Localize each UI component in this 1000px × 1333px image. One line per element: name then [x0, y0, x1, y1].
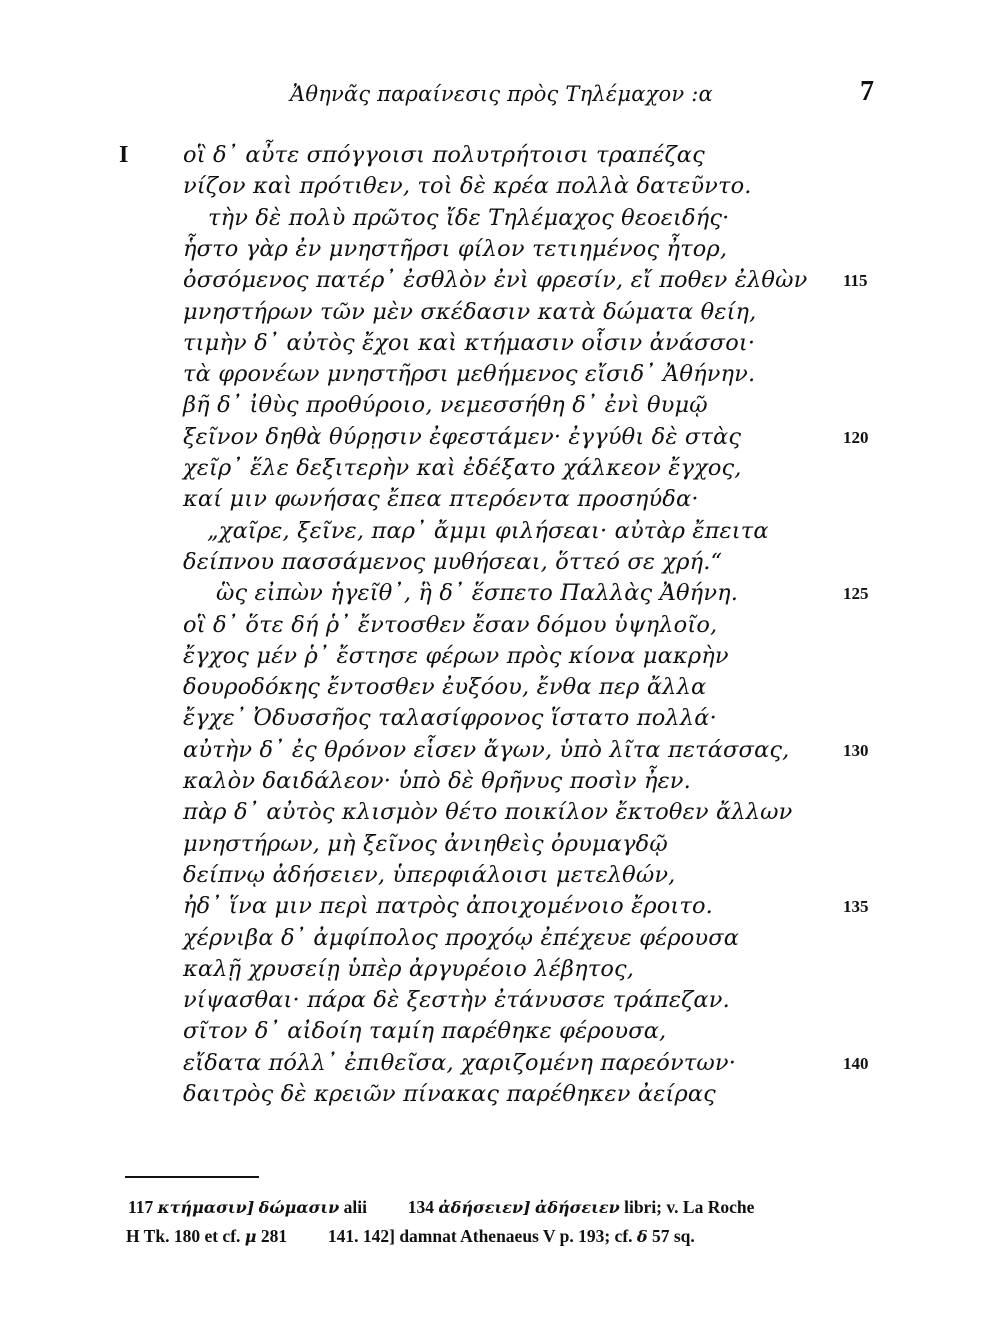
verse-line: καλὸν δαιδάλεον· ὑπὸ δὲ θρῆνυς ποσὶν ἦεν. — [183, 768, 691, 794]
footnote-variant: δώμασιν — [258, 1198, 340, 1217]
line-number: 120 — [843, 427, 869, 447]
verse-line: „χαῖρε, ξεῖνε, παρ᾽ ἄμμι φιλήσεαι· αὐτὰρ ἔπειτα — [207, 517, 769, 544]
verse-line: εἴδατα πόλλ᾽ ἐπιθεῖσα, χαριζομένη παρεόντων· — [183, 1049, 737, 1076]
footnote-text: alii — [343, 1197, 367, 1217]
verse-line: σῖτον δ᾽ αἰδοίη ταμίη παρέθηκε φέρουσα, — [183, 1018, 667, 1045]
verse-line: χεῖρ᾽ ἕλε δεξιτερὴν καὶ ἐδέξατο χάλκεον ἔγχος, — [183, 455, 742, 481]
line-number: 115 — [843, 271, 868, 291]
footnote-line — [126, 1226, 695, 1247]
verse-line: καλῇ χρυσείῃ ὑπὲρ ἀργυρέοιο λέβητος, — [183, 955, 635, 982]
verse-line: νίψασθαι· πάρα δὲ ξεστὴν ἐτάνυσσε τράπεζαν. — [183, 987, 730, 1014]
verse-line: μνηστήρων, μὴ ξεῖνος ἀνιηθεὶς ὀρυμαγδῷ — [183, 830, 668, 857]
line-number: 140 — [843, 1053, 869, 1073]
verse-line: νίζον καὶ πρότιθεν, τοὶ δὲ κρέα πολλὰ δατεῦντο. — [183, 173, 752, 200]
verse-line: ὀσσόμενος πατέρ᾽ ἐσθλὸν ἐνὶ φρεσίν, εἴ ποθεν ἐλθὼν — [183, 267, 808, 294]
book-number: I — [119, 142, 129, 168]
verse-line: ξεῖνον δηθὰ θύρῃσιν ἐφεστάμεν· ἐγγύθι δὲ στὰς — [183, 423, 742, 450]
verse-line: αὐτὴν δ᾽ ἐς θρόνον εἷσεν ἄγων, ὑπὸ λῖτα πετάσσας, — [183, 736, 790, 763]
verse-line: τὰ φρονέων μνηστῆρσι μεθήμενος εἴσιδ᾽ Ἀθήνην. — [183, 361, 756, 388]
page-header — [0, 74, 1000, 114]
verse-line: ἠδ᾽ ἵνα μιν περὶ πατρὸς ἀποιχομένοιο ἔροιτο. — [183, 893, 713, 920]
verse-line: δαιτρὸς δὲ κρειῶν πίνακας παρέθηκεν ἀείρας — [183, 1081, 716, 1107]
verse-line: δουροδόκης ἔντοσθεν ἐυξόου, ἔνθα περ ἄλλα — [183, 674, 707, 701]
verse-line: δείπνου πασσάμενος μυθήσεαι, ὅττεό σε χρή.“ — [183, 548, 723, 575]
line-number: 130 — [843, 740, 869, 760]
verse-line: μνηστήρων τῶν μὲν σκέδασιν κατὰ δώματα θείη, — [183, 298, 757, 325]
footnote-greek: μ — [244, 1227, 257, 1246]
verse-line: τιμὴν δ᾽ αὐτὸς ἔχοι καὶ κτήμασιν οἷσιν ἀνάσσοι· — [183, 329, 756, 356]
verse-line: ἧστο γὰρ ἐν μνηστῆρσι φίλον τετιημένος ἦτορ, — [183, 235, 728, 262]
verse-line: πὰρ δ᾽ αὐτὸς κλισμὸν θέτο ποικίλον ἔκτοθεν ἄλλων — [183, 799, 793, 826]
line-number: 125 — [843, 584, 869, 604]
verse-line: ἔγχος μέν ῥ᾽ ἔστησε φέρων πρὸς κίονα μακρὴν — [183, 642, 729, 669]
footnote-greek: δ — [636, 1227, 648, 1246]
footnote-variant: ἀδήσειεν — [535, 1198, 620, 1217]
verse-line: δείπνῳ ἀδήσειεν, ὑπερφιάλοισι μετελθών, — [183, 861, 676, 888]
footnote-text: 281 — [260, 1226, 288, 1246]
line-number: 135 — [843, 897, 869, 917]
footnote-ref: 117 — [128, 1197, 154, 1217]
page-number: 7 — [860, 76, 874, 107]
footnote-lemma: ἀδήσειεν] — [438, 1198, 531, 1217]
verse-line: οἳ δ᾽ ὅτε δή ῥ᾽ ἔντοσθεν ἔσαν δόμου ὑψηλοῖο, — [183, 611, 718, 638]
footnote-text: 141. 142] damnat Athenaeus V p. 193; cf. — [327, 1226, 633, 1246]
verse-line: καί μιν φωνήσας ἔπεα πτερόεντα προσηύδα· — [183, 486, 699, 513]
footnote-text: 57 sq. — [651, 1226, 695, 1246]
verse-line: ἔγχε᾽ Ὀδυσσῆος ταλασίφρονος ἵστατο πολλά· — [183, 705, 717, 732]
verse-line: τὴν δὲ πολὺ πρῶτος ἴδε Τηλέμαχος θεοειδής· — [208, 204, 730, 231]
verse-line: βῆ δ᾽ ἰθὺς προθύροιο, νεμεσσήθη δ᾽ ἐνὶ θυμῷ — [183, 392, 708, 419]
verse-line: οἳ δ᾽ αὖτε σπόγγοισι πολυτρήτοισι τραπέζας — [183, 142, 705, 168]
verse-line: χέρνιβα δ᾽ ἀμφίπολος προχόῳ ἐπέχευε φέρουσα — [183, 924, 740, 951]
footnote-ref: 134 — [407, 1197, 434, 1217]
verse-line: ὣς εἰπὼν ἡγεῖθ᾽, ἣ δ᾽ ἕσπετο Παλλὰς Ἀθήνη. — [216, 580, 739, 607]
running-head: Ἀθηνᾶς παραίνεσις πρὸς Τηλέμαχον :α — [290, 82, 713, 106]
footnote-rule — [125, 1176, 259, 1178]
footnote-lemma: κτήμασιν] — [157, 1198, 255, 1217]
footnote-text: H Tk. 180 et cf. — [126, 1226, 241, 1246]
footnote-line — [128, 1197, 754, 1218]
footnote-text: libri; v. La Roche — [624, 1197, 755, 1217]
